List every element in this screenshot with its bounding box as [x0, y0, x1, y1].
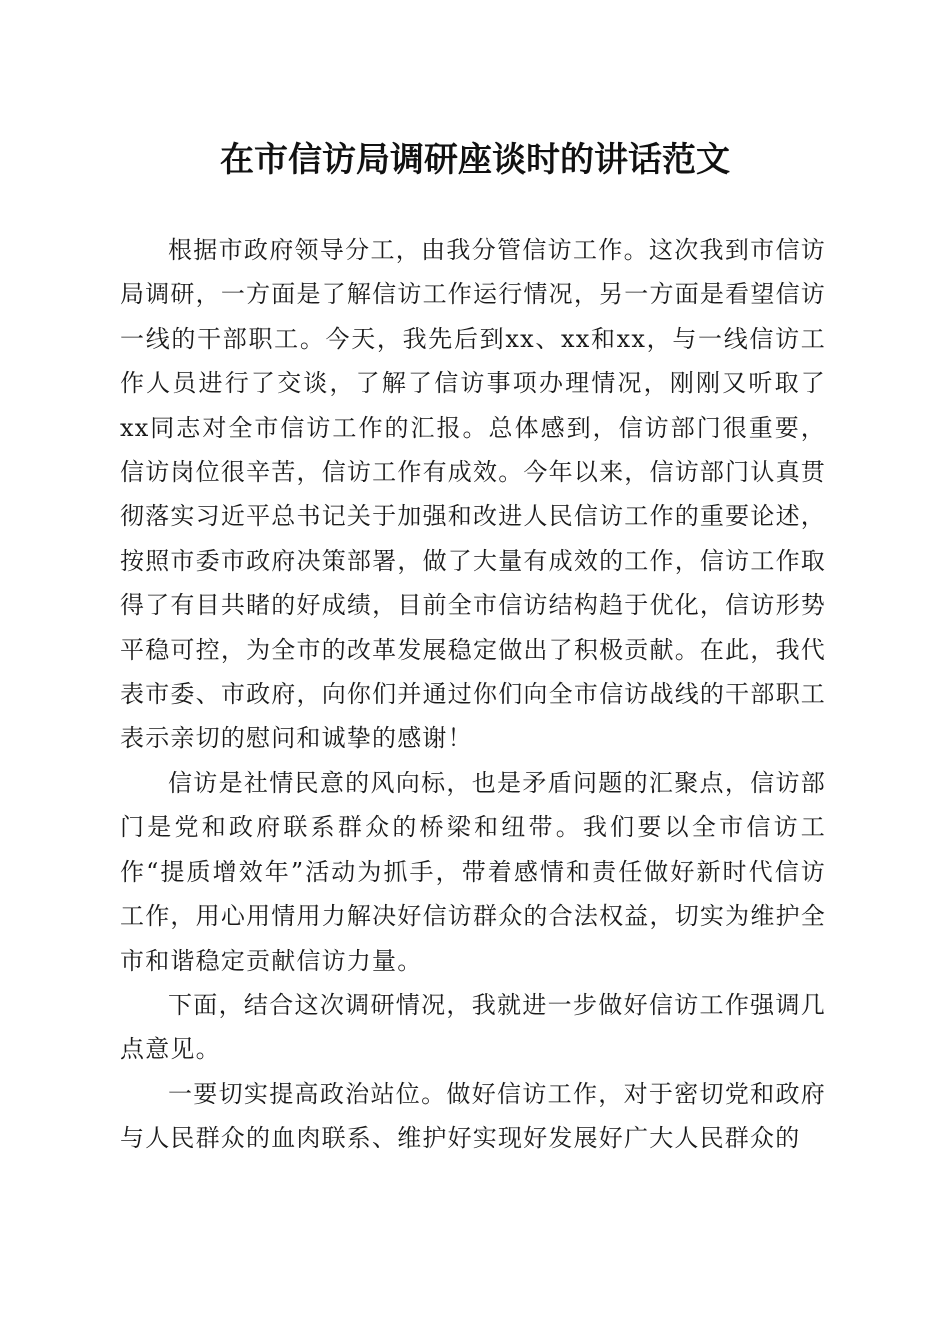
paragraph-2: 信访是社情民意的风向标，也是矛盾问题的汇聚点，信访部门是党和政府联系群众的桥梁和纽带。我们要以全市信访工作“提质增效年”活动为抓手，带着感情和责任做好新时代信访工作，用心用情用力解决好信访群众的合法权益，切实为维护全市和谐稳定贡献信访力量。	[120, 768, 826, 975]
document-body	[120, 228, 826, 1161]
paragraph-3: 下面，结合这次调研情况，我就进一步做好信访工作强调几点意见。	[120, 990, 826, 1064]
paragraph-4: 一要切实提高政治站位。做好信访工作，对于密切党和政府与人民群众的血肉联系、维护好实现好发展好广大人民群众的	[120, 1079, 826, 1153]
paragraph-1: 根据市政府领导分工，由我分管信访工作。这次我到市信访局调研，一方面是了解信访工作运行情况，另一方面是看望信访一线的干部职工。今天，我先后到xx、xx和xx，与一线信访工作人员进行了交谈，了解了信访事项办理情况，刚刚又听取了xx同志对全市信访工作的汇报。总体感到，信访部门很重要，信访岗位很辛苦，信访工作有成效。今年以来，信访部门认真贯彻落实习近平总书记关于加强和改进人民信访工作的重要论述，按照市委市政府决策部署，做了大量有成效的工作，信访工作取得了有目共睹的好成绩，目前全市信访结构趋于优化，信访形势平稳可控，为全市的改革发展稳定做出了积极贡献。在此，我代表市委、市政府，向你们并通过你们向全市信访战线的干部职工表示亲切的慰问和诚挚的感谢！	[120, 236, 826, 753]
document-title: 在市信访局调研座谈时的讲话范文	[220, 140, 730, 180]
